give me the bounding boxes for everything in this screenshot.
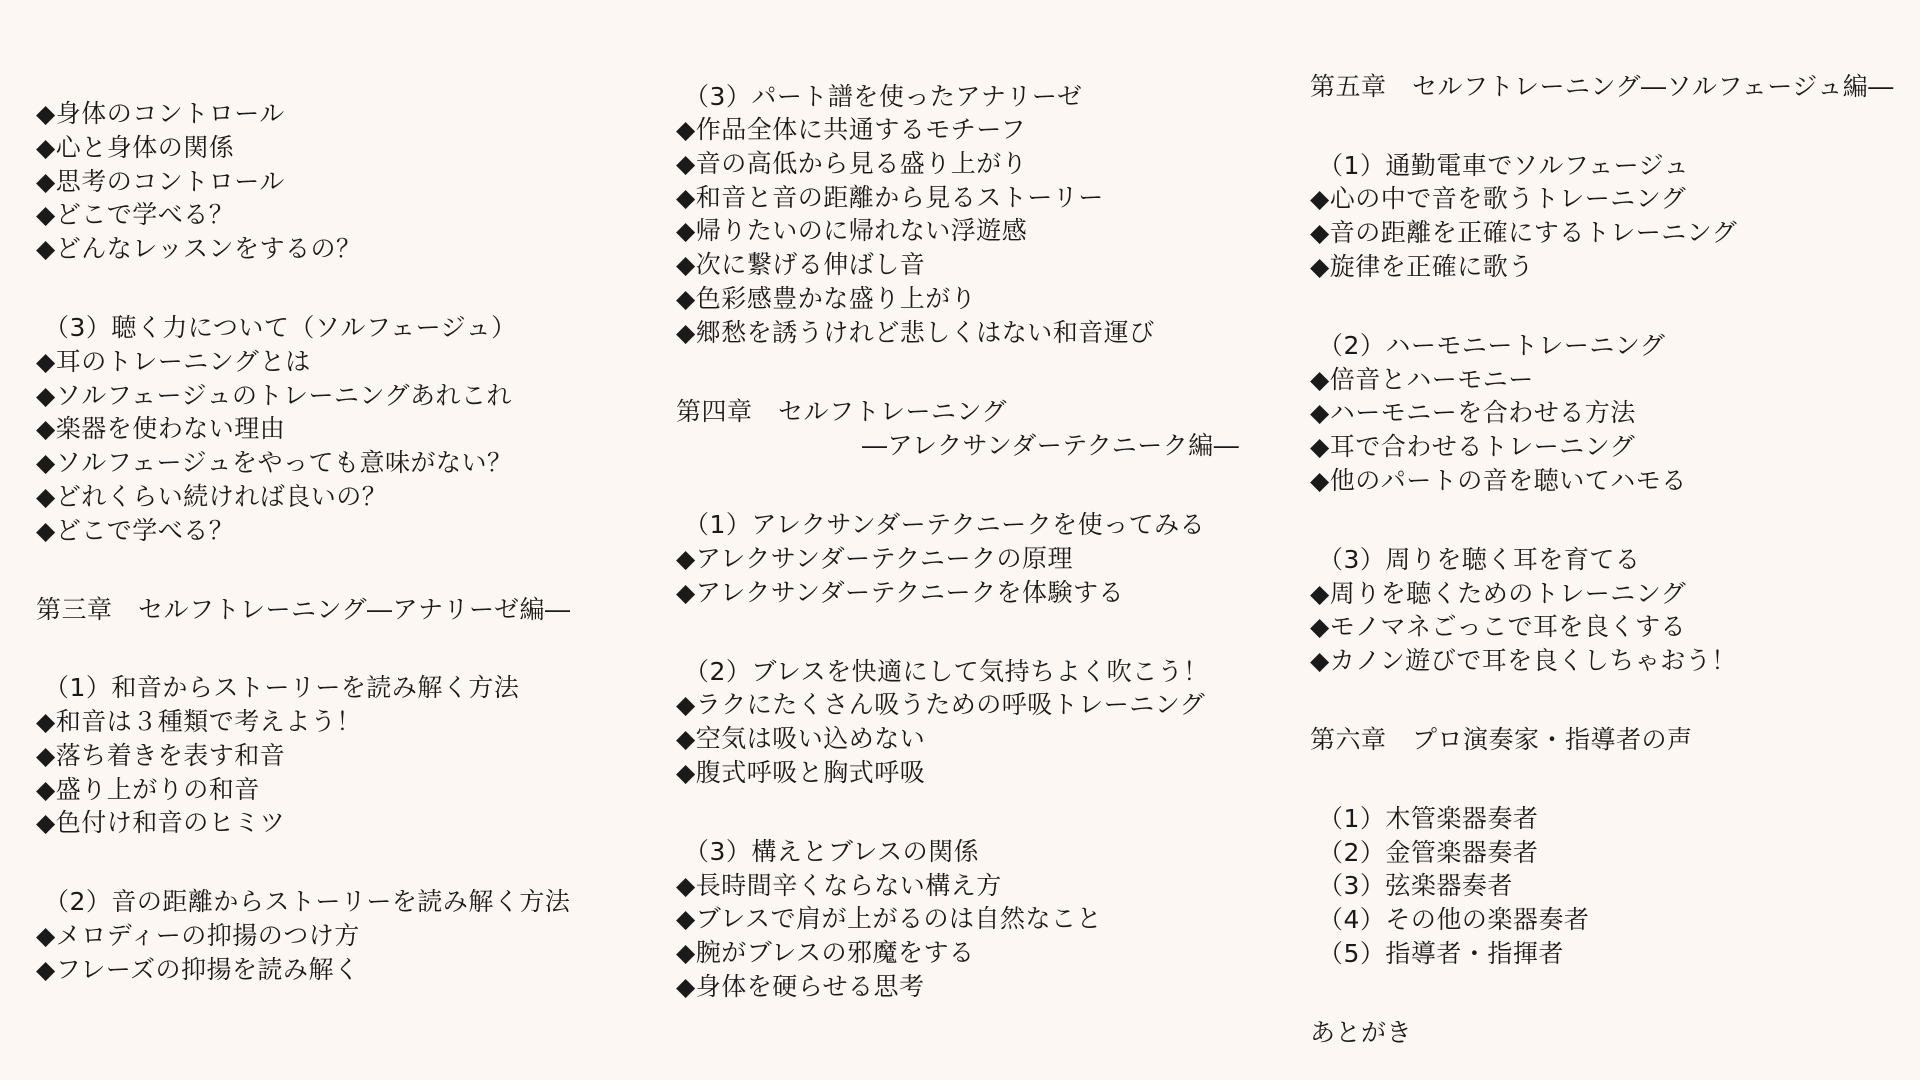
section-heading: （3）聴く力について（ソルフェージュ） [44,313,517,342]
section-heading: （3）パート譜を使ったアナリーゼ [684,82,1083,111]
toc-item: ◆和音は３種類で考えよう！ [36,707,362,736]
section-heading: （3）周りを聴く耳を育てる [1318,545,1641,574]
toc-item: ◆モノマネごっこで耳を良くする [1310,612,1686,641]
section-heading: （1）アレクサンダーテクニークを使ってみる [684,510,1206,539]
toc-item: （1）木管楽器奏者 [1318,804,1539,833]
toc-item: ◆どこで学べる？ [36,200,235,229]
toc-item: ◆旋律を正確に歌う [1310,252,1534,281]
toc-item: ◆カノン遊びで耳を良くしちゃおう！ [1310,646,1737,675]
toc-item: ◆ハーモニーを合わせる方法 [1310,398,1636,427]
toc-item: ◆作品全体に共通するモチーフ [676,115,1026,144]
afterword: あとがき [1310,1018,1413,1047]
toc-item: ◆帰りたいのに帰れない浮遊感 [676,216,1028,245]
section-heading: （2）ブレスを快適にして気持ちよく吹こう！ [684,657,1209,686]
toc-item: ◆倍音とハーモニー [1310,365,1534,394]
chapter-subtitle: ―アレクサンダーテクニーク編― [862,431,1240,460]
toc-item: ◆和音と音の距離から見るストーリー [676,183,1104,212]
toc-item: ◆ラクにたくさん吸うための呼吸トレーニング [676,690,1206,719]
toc-item: ◆メロディーの抑揚のつけ方 [36,921,360,950]
toc-item: ◆ブレスで肩が上がるのは自然なこと [676,904,1102,933]
toc-item: ◆思考のコントロール [36,167,285,196]
toc-item: ◆心の中で音を歌うトレーニング [1310,184,1687,213]
toc-item: ◆空気は吸い込めない [676,724,926,753]
toc-item: ◆身体のコントロール [36,99,285,128]
toc-item: ◆音の高低から見る盛り上がり [676,149,1028,178]
chapter-title: 第五章 セルフトレーニング―ソルフェージュ編― [1310,72,1894,101]
toc-item: ◆どれくらい続ければ良いの？ [36,482,388,511]
toc-item: （4）その他の楽器奏者 [1318,905,1590,934]
chapter-title: 第六章 プロ演奏家・指導者の声 [1310,725,1693,754]
toc-item: ◆ソルフェージュのトレーニングあれこれ [36,381,512,410]
section-heading: （2）音の距離からストーリーを読み解く方法 [44,887,571,916]
chapter-title: 第四章 セルフトレーニング [676,397,1008,426]
toc-item: ◆身体を硬らせる思考 [676,972,925,1001]
toc-item: ◆どんなレッスンをするの？ [36,234,362,263]
toc-item: ◆どこで学べる？ [36,516,235,545]
toc-item: ◆落ち着きを表す和音 [36,741,286,770]
toc-item: ◆フレーズの抑揚を読み解く [36,955,360,984]
toc-item: ◆音の距離を正確にするトレーニング [1310,218,1738,247]
toc-item: ◆耳のトレーニングとは [36,347,311,376]
toc-item: ◆ソルフェージュをやっても意味がない？ [36,448,513,477]
toc-item: ◆腹式呼吸と胸式呼吸 [676,758,926,787]
toc-item: （3）弦楽器奏者 [1318,871,1513,900]
toc-item: （2）金管楽器奏者 [1318,838,1539,867]
section-heading: （3）構えとブレスの関係 [684,837,980,866]
chapter-title: 第三章 セルフトレーニング―アナリーゼ編― [36,595,571,624]
section-heading: （1）和音からストーリーを読み解く方法 [44,673,520,702]
toc-item: ◆色彩感豊かな盛り上がり [676,284,977,313]
toc-item: ◆アレクサンダーテクニークの原理 [676,544,1073,573]
toc-item: ◆盛り上がりの和音 [36,775,260,804]
toc-item: ◆色付け和音のヒミツ [36,808,286,837]
toc-item: ◆長時間辛くならない構え方 [676,871,1002,900]
toc-item: ◆楽器を使わない理由 [36,414,286,443]
section-heading: （1）通勤電車でソルフェージュ [1318,151,1690,180]
section-heading: （2）ハーモニートレーニング [1318,331,1666,360]
toc-item: ◆アレクサンダーテクニークを体験する [676,578,1124,607]
toc-item: ◆郷愁を誘うけれど悲しくはない和音運び [676,318,1155,347]
toc-item: ◆心と身体の関係 [36,133,235,162]
toc-item: ◆次に繋げる伸ばし音 [676,250,926,279]
toc-item: ◆腕がブレスの邪魔をする [676,938,975,967]
toc-item: ◆周りを聴くためのトレーニング [1310,579,1687,608]
toc-item: ◆耳で合わせるトレーニング [1310,432,1636,461]
toc-item: ◆他のパートの音を聴いてハモる [1310,466,1687,495]
toc-item: （5）指導者・指揮者 [1318,939,1564,968]
